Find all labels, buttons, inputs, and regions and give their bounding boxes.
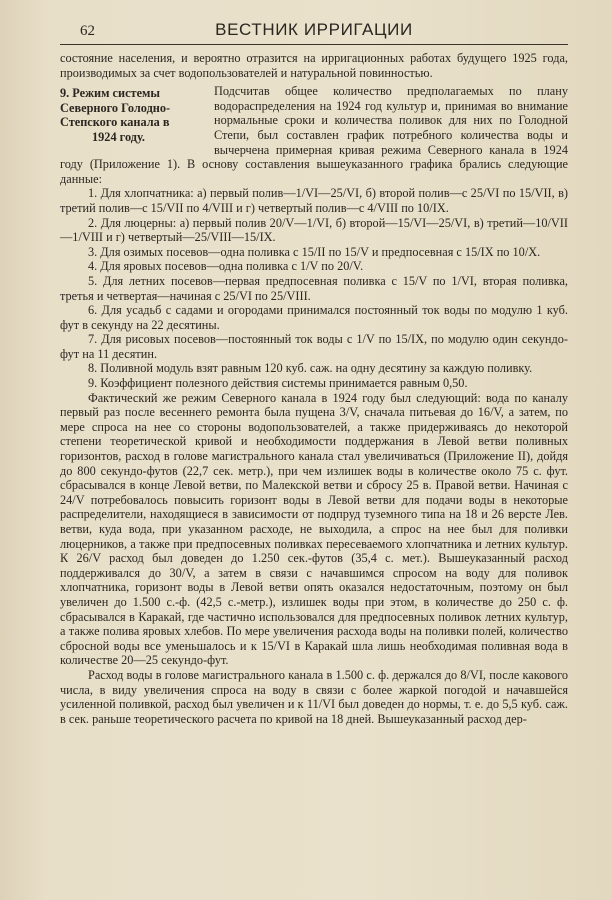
section-9 bbox=[60, 84, 568, 726]
list-item: 4. Для яровых посевов—одна поливка с 1/V по 20/V. bbox=[88, 259, 364, 274]
running-title: ВЕСТНИК ИРРИГАЦИИ bbox=[215, 20, 413, 39]
list-item: 1. Для хлопчатника: а) первый полив—1/VI—25/VI, б) второй полив—с 25/VI по 15/VII, в) третий полив—с 15/VII по 4/VIII и г) четвертый полив—с 4/VIII по 10/IX. bbox=[60, 186, 568, 215]
section-heading-line: Северного Голодно- bbox=[60, 100, 171, 115]
list-item: 3. Для озимых посевов—одна поливка с 15/II по 15/V и предпосевная с 15/IX по 10/X. bbox=[88, 244, 541, 259]
list-item: 6. Для усадьб с садами и огородами принимался постоянный ток воды по модулю 1 куб. фут в секунду на 22 десятины. bbox=[60, 303, 568, 332]
list-item: 8. Поливной модуль взят равным 120 куб. саж. на одну десятину за каждую поливку. bbox=[88, 361, 533, 376]
page-body bbox=[60, 45, 568, 726]
page-header bbox=[60, 18, 568, 45]
intro-paragraph: состояние населения, и вероятно отразится на ирригационных работах будущего 1925 года, производимых за счет водопользователей и натуральной повинностью. bbox=[60, 51, 568, 80]
list-item: 5. Для летних посевов—первая предпосевная поливка с 15/V по 1/VI, вторая поливка, третья и четвертая—начиная с 25/VI по 25/VIII. bbox=[60, 273, 568, 303]
list-item: 9. Коэффициент полезного действия системы принимается равным 0,50. bbox=[88, 376, 468, 391]
section-heading-line: Степского канала в bbox=[60, 115, 170, 130]
closing-paragraph: Расход воды в голове магистрального канала в 1.500 с. ф. держался до 8/VI, после какового числа, в виду увеличения спроса на воду в связи с более жаркой погодой и начавшейся усиленной поливкой, расход был увеличен и к 11/VI был доведен до нормы, т. е. до 5,5 куб. саж. в сек. раньше теоретического расчета по кривой на 18 дней. Вышеуказанный расход дер- bbox=[60, 667, 568, 726]
section-heading-line: 9. Режим системы bbox=[60, 86, 161, 101]
page-number: 62 bbox=[80, 23, 95, 39]
actual-regime-paragraph: Фактический же режим Северного канала в 1924 году был следующий: вода по каналу первый раз после весеннего ремонта была пущена 3/V, сначала питьевая до 16/V, а затем, по мере спроса на нее со стороны водопользователей, а также придерживаясь до некоторой степени теоретической кривой и необходимости поддержания в Левой ветви поливных горизонтов, расход в голове магистрального канала стал увеличиваться (Приложение II), дойдя до 800 секундо-футов (22,7 сек. метр.), при чем излишек воды в количестве около 75 с. фут. сбрасывался в конце Левой ветви, по Малекской ветви и сбросу 25 в. Правой ветви. Начиная с 24/V потребовалось повысить горизонт воды в Левой ветви для подачи воды в некоторые распределители, находящиеся в зависимости от подпруд туземного типа на 18 и 26 версте Лев. ветви, куда вода, при указанном расходе, не выходила, а спрос на нее был для поливки люцерников, а также при предпосевных поливках пересеваемого хлопчатника и летних культур. К 26/V расход был доведен до 1.250 сек.-футов (35,4 с. мет.). Вышеуказанный расход поддерживался до 30/V, а затем в связи с начавшимся спросом на воду для поливок хлопчатника, горизонт воды в Левой ветви опять оказался недостаточным, поэтому он был увеличен до 1.500 с.-ф. (42,5 с.-метр.), излишек воды при этом, в количестве до 250 с. ф. сбрасывался в Каракай, где частично использовался для предпосевных поливок летних культур, а также полива яровых хлебов. По мере увеличения расхода воды на поливки полей, количество сбросной воды все уменьшалось и к 15/VI в Каракай шла лишь необходимая поливная вода в количестве 20—25 секундо-фут. bbox=[60, 390, 568, 668]
section-heading-line: 1924 году. bbox=[92, 129, 145, 144]
list-item: 2. Для люцерны: а) первый полив 20/V—1/VI, б) второй—15/VI—25/VI, в) третий—10/VII—1/VIII и г) четвертый—25/VIII—15/IX. bbox=[60, 215, 568, 245]
lead-paragraph: Подсчитав общее количество предполагаемых по плану водораспределения на 1924 год культур и, принимая во внимание нормальные сроки и количества поливок для них по Голодной Степи, был составлен график потребного количества воды и вычерчена примерная кривая режима Северного канала в 1924 году (Приложение 1). В основу составления вышеуказанного графика брались следующие данные: bbox=[60, 84, 568, 186]
list-item: 7. Для рисовых посевов—постоянный ток воды с 1/V по 15/IX, по модулю один секундо-фут на 11 десятин. bbox=[60, 332, 568, 361]
section-heading bbox=[60, 86, 208, 144]
